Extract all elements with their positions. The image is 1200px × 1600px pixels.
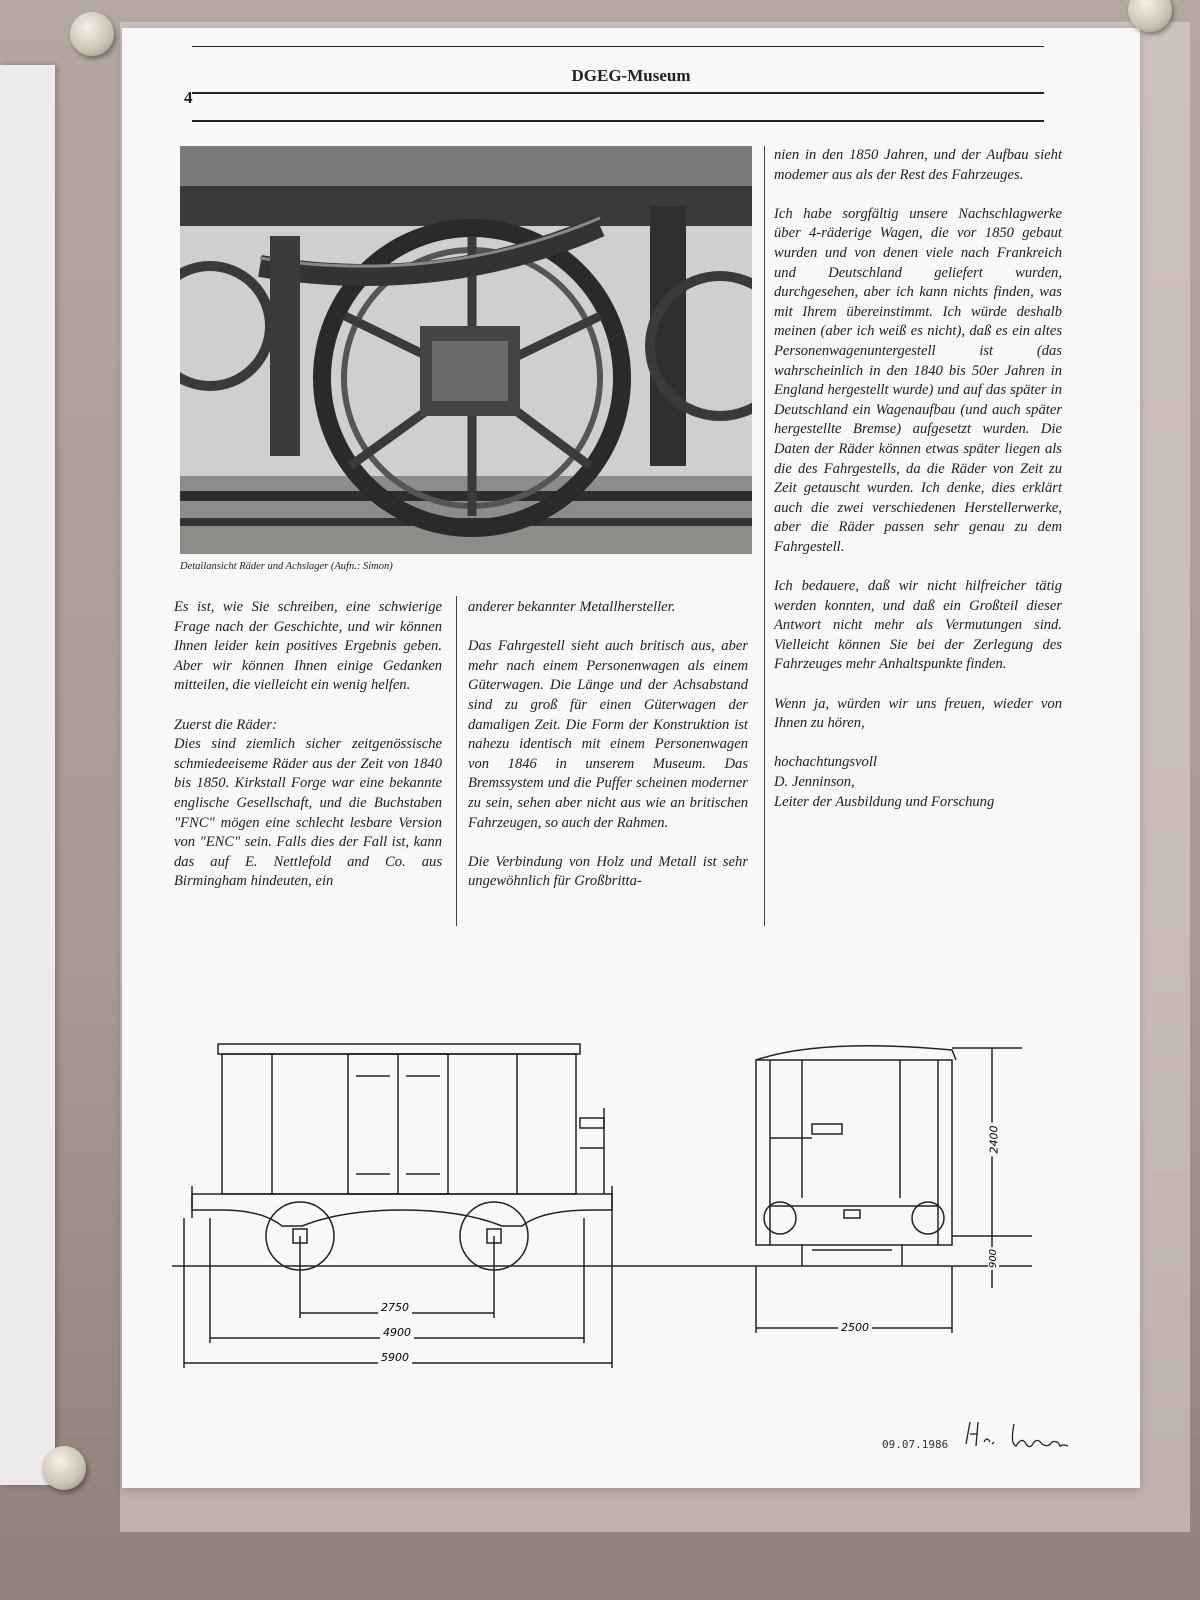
- thumbtack-top-left: [70, 12, 114, 56]
- thumbtack-bottom-left: [42, 1446, 86, 1490]
- col2-paragraph-2: Das Fahrgestell sieht auch britisch aus, aber mehr nach einem Personenwagen als einem Güterwagen. Die Länge und der Achsabstand sind zu groß für einen Güterwagen der damaligen Zeit. Die Form der Konstruktion ist nahezu identisch mit einem Personenwagen von 1846 in unserem Museum. Das Bremssystem und die Puffer scheinen moderner zu sein, sehen aber nicht aus wie an britischen Fahrzeugen, so auch der Rahmen.: [468, 638, 748, 831]
- col2-paragraph-3: Die Verbindung von Holz und Metall ist sehr ungewöhnlich für Großbritta-: [468, 853, 748, 890]
- wheel-photo: [180, 146, 752, 554]
- col2-paragraph-1: anderer bekannter Metallhersteller.: [468, 599, 676, 615]
- closing-salutation: hochachtungsvoll: [774, 754, 877, 771]
- dim-label-width: 2500: [838, 1321, 872, 1334]
- handwritten-date: 09.07.1986: [882, 1438, 949, 1451]
- col3-paragraph-2: Ich habe sorgfältig unsere Nachschlagwerke über 4-räderige Wagen, die vor 1850 gebaut wurden und von denen viele nach Frankreich und Deutschland geliefert wurden, durchgesehen, aber ich kann nichts finden, was mit Ihrem übereinstimmt. Ich würde deshalb meinen (aber ich weiß es nicht), daß es ein altes Personenwagenuntergestell ist (das wahrscheinlich in den 1840 bis 50er Jahren in England hergestellt wurde) und auf das später in Deutschland ein Wagenaufbau (und auch später hergestellte Bremse) aufgesetzt wurden. Die Daten der Räder können etwas später liegen als die des Fahrgestells, da die Räder von Zeit zu Zeit getauscht wurden. Ich denke, dies erklärt auch die zwei verschiedenen Herstellerwerke, aber die Räder passen sehr genau zu dem Fahrgestell.: [774, 205, 1062, 555]
- col1-heading-wheels: Zuerst die Räder:: [174, 716, 277, 733]
- dim-label-floor-height: 900: [988, 1248, 1000, 1269]
- text-column-3: [774, 146, 1062, 812]
- column-divider-2: [764, 146, 765, 926]
- dim-label-height: 2400: [988, 1123, 1001, 1157]
- signer-name: D. Jenninson,: [774, 774, 855, 790]
- wagon-technical-drawing: [122, 988, 1140, 1428]
- photo-caption: Detailansicht Räder und Achslager (Aufn.: Simon): [180, 561, 393, 572]
- col3-paragraph-4: Wenn ja, würden wir uns freuen, wieder von Ihnen zu hören,: [774, 695, 1062, 732]
- text-column-1: [174, 598, 442, 912]
- handwritten-signature: [962, 1416, 1082, 1456]
- col1-paragraph-2: Dies sind ziemlich sicher zeitgenössische schmiedeeiseme Räder aus der Zeit von 1840 bis 1850. Kirkstall Forge war eine bekannte englische Gesellschaft, und die Buchstaben "FNC" mögen eine schlecht lesbare Version von "ENC" sein. Falls dies der Fall ist, kann das auf E. Nettlefold and Co. aus Birmingham hindeuten, ein: [174, 736, 442, 890]
- header-rule-bottom: [192, 92, 1044, 94]
- col3-paragraph-3: Ich bedauere, daß wir nicht hilfreicher tätig werden konnten, und daß ein Großteil dieser Antwort nicht mehr als Vermutungen sind. Vielleicht können Sie bei der Zerlegung des Fahrzeuges mehr Anhaltspunkte finden.: [774, 578, 1062, 673]
- text-column-2: [468, 598, 748, 912]
- page-number: 4: [184, 88, 193, 107]
- signer-title: Leiter der Ausbildung und Forschung: [774, 793, 995, 810]
- col3-paragraph-1: nien in den 1850 Jahren, und der Aufbau sieht modemer aus als der Rest des Fahrzeuges.: [774, 147, 1062, 183]
- header-title: DGEG-Museum: [571, 66, 691, 85]
- column-divider-1: [456, 596, 457, 926]
- dim-label-total-length: 5900: [378, 1351, 412, 1364]
- dim-label-axle-distance: 2750: [378, 1301, 412, 1314]
- dim-label-frame-length: 4900: [380, 1326, 414, 1339]
- col1-paragraph-1: Es ist, wie Sie schreiben, eine schwierige Frage nach der Geschichte, und wir können Ihnen leider kein positives Ergebnis geben. Aber wir können Ihnen einige Gedanken mitteilen, die vielleicht ein wenig helfen.: [174, 599, 442, 694]
- document-page: [122, 28, 1140, 1488]
- header-rule-top: [192, 46, 1044, 47]
- adjacent-sheet: [0, 65, 55, 1485]
- header-rule-under: [192, 120, 1044, 122]
